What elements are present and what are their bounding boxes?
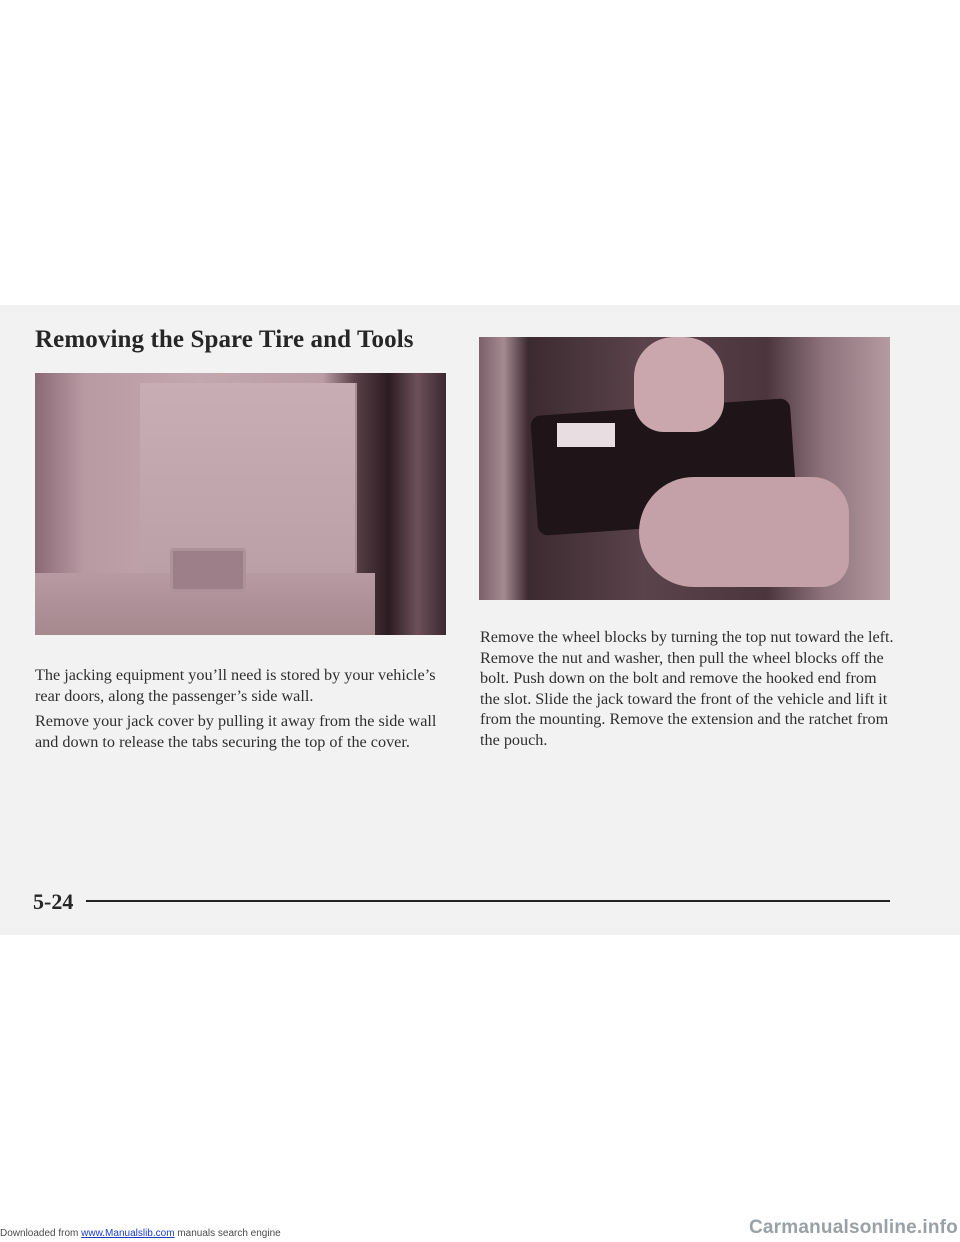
footer-rule [86, 900, 890, 902]
watermark-logo: Carmanualsonline.info [748, 1217, 958, 1238]
wheel-blocks-paragraph: Remove the wheel blocks by turning the top nut toward the left. Remove the nut and washer, then pull the wheel blocks off the bolt. Push down on the bolt and remove the hooked end from the slot. Slide the jack toward the front of the vehicle and lift it from the mounting. Remove the extension and the ratchet from the pouch. [480, 628, 894, 749]
jack-cover-photo [35, 373, 446, 635]
download-suffix: manuals search engine [174, 1228, 281, 1239]
download-note [0, 1228, 281, 1239]
jacking-equipment-paragraph: The jacking equipment you’ll need is stored by your vehicle’s rear doors, along the passenger’s side wall. [35, 666, 436, 705]
upper-hand [634, 337, 724, 432]
page-number: 5-24 [33, 889, 74, 914]
download-prefix: Downloaded from [0, 1228, 82, 1239]
lower-hand [639, 477, 849, 587]
jack-label-plate [557, 423, 615, 447]
jack-removal-photo [479, 337, 890, 600]
section-title: Removing the Spare Tire and Tools [35, 326, 414, 353]
jack-cover-paragraph: Remove your jack cover by pulling it away from the side wall and down to release the tabs securing the top of the cover. [35, 712, 437, 751]
cover-handle [170, 548, 246, 592]
manualslib-link[interactable]: www.Manualslib.com [81, 1228, 175, 1239]
